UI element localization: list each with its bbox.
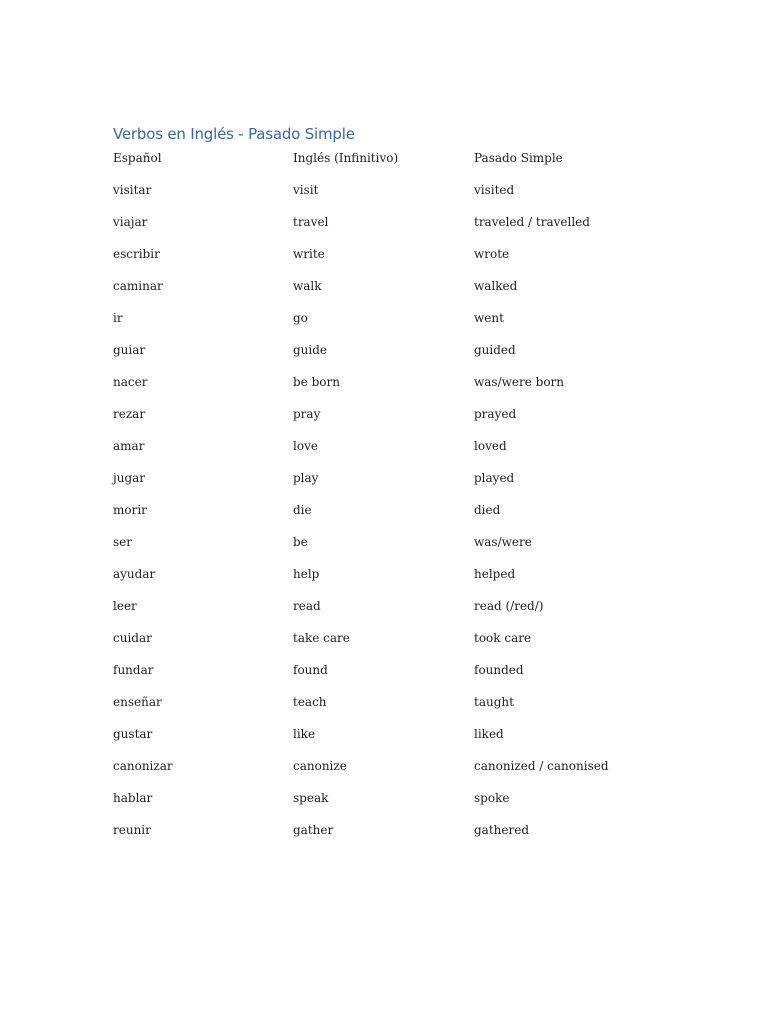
cell-past: visited (474, 183, 515, 197)
cell-spanish: visitar (113, 183, 152, 197)
header-infinitive: Inglés (Infinitivo) (293, 151, 399, 165)
table-row (113, 724, 673, 756)
cell-past: helped (474, 567, 516, 581)
cell-infinitive: take care (293, 631, 350, 645)
cell-spanish: caminar (113, 279, 163, 293)
cell-past: traveled / travelled (474, 215, 590, 229)
cell-infinitive: be (293, 535, 308, 549)
table-row (113, 500, 673, 532)
cell-past: founded (474, 663, 524, 677)
table-row (113, 564, 673, 596)
cell-spanish: enseñar (113, 695, 162, 709)
header-past: Pasado Simple (474, 151, 563, 165)
cell-past: spoke (474, 791, 510, 805)
cell-spanish: leer (113, 599, 137, 613)
cell-infinitive: like (293, 727, 316, 741)
cell-past: was/were (474, 535, 532, 549)
cell-spanish: canonizar (113, 759, 173, 773)
cell-past: liked (474, 727, 504, 741)
cell-spanish: ayudar (113, 567, 156, 581)
cell-spanish: hablar (113, 791, 153, 805)
cell-past: read (/red/) (474, 599, 544, 613)
cell-spanish: ir (113, 311, 123, 325)
cell-spanish: rezar (113, 407, 146, 421)
cell-past: prayed (474, 407, 517, 421)
cell-infinitive: read (293, 599, 321, 613)
table-row (113, 276, 673, 308)
table-row (113, 468, 673, 500)
cell-past: guided (474, 343, 516, 357)
table-row (113, 820, 673, 852)
cell-past: took care (474, 631, 532, 645)
table-row (113, 180, 673, 212)
cell-spanish: viajar (113, 215, 148, 229)
cell-spanish: reunir (113, 823, 151, 837)
cell-spanish: fundar (113, 663, 154, 677)
cell-infinitive: found (293, 663, 328, 677)
table-row (113, 756, 673, 788)
table-row (113, 660, 673, 692)
cell-infinitive: die (293, 503, 312, 517)
cell-past: walked (474, 279, 518, 293)
table-row (113, 372, 673, 404)
cell-infinitive: write (293, 247, 325, 261)
cell-spanish: cuidar (113, 631, 152, 645)
cell-spanish: nacer (113, 375, 148, 389)
cell-past: canonized / canonised (474, 759, 609, 773)
cell-infinitive: teach (293, 695, 327, 709)
cell-past: loved (474, 439, 507, 453)
cell-infinitive: walk (293, 279, 322, 293)
cell-spanish: ser (113, 535, 132, 549)
cell-past: went (474, 311, 504, 325)
cell-past: gathered (474, 823, 530, 837)
cell-spanish: jugar (113, 471, 146, 485)
cell-past: wrote (474, 247, 510, 261)
cell-past: played (474, 471, 515, 485)
cell-infinitive: canonize (293, 759, 347, 773)
table-row (113, 628, 673, 660)
table-row (113, 532, 673, 564)
verb-table (113, 148, 673, 852)
cell-infinitive: go (293, 311, 308, 325)
cell-infinitive: gather (293, 823, 334, 837)
cell-past: taught (474, 695, 514, 709)
table-row (113, 404, 673, 436)
cell-infinitive: visit (293, 183, 319, 197)
cell-spanish: amar (113, 439, 145, 453)
table-row (113, 596, 673, 628)
cell-spanish: morir (113, 503, 147, 517)
cell-infinitive: speak (293, 791, 329, 805)
document-title: Verbos en Inglés - Pasado Simple (113, 125, 355, 143)
cell-infinitive: love (293, 439, 318, 453)
cell-infinitive: play (293, 471, 319, 485)
cell-spanish: gustar (113, 727, 153, 741)
table-row (113, 692, 673, 724)
cell-past: was/were born (474, 375, 565, 389)
cell-infinitive: be born (293, 375, 340, 389)
cell-spanish: guiar (113, 343, 146, 357)
table-row (113, 244, 673, 276)
header-spanish: Español (113, 151, 162, 165)
table-row (113, 212, 673, 244)
table-row (113, 436, 673, 468)
table-row (113, 340, 673, 372)
cell-infinitive: guide (293, 343, 328, 357)
cell-spanish: escribir (113, 247, 160, 261)
cell-infinitive: travel (293, 215, 329, 229)
table-header-row (113, 148, 673, 180)
cell-infinitive: pray (293, 407, 321, 421)
verb-rows (113, 180, 673, 852)
cell-infinitive: help (293, 567, 320, 581)
table-row (113, 308, 673, 340)
table-row (113, 788, 673, 820)
cell-past: died (474, 503, 501, 517)
